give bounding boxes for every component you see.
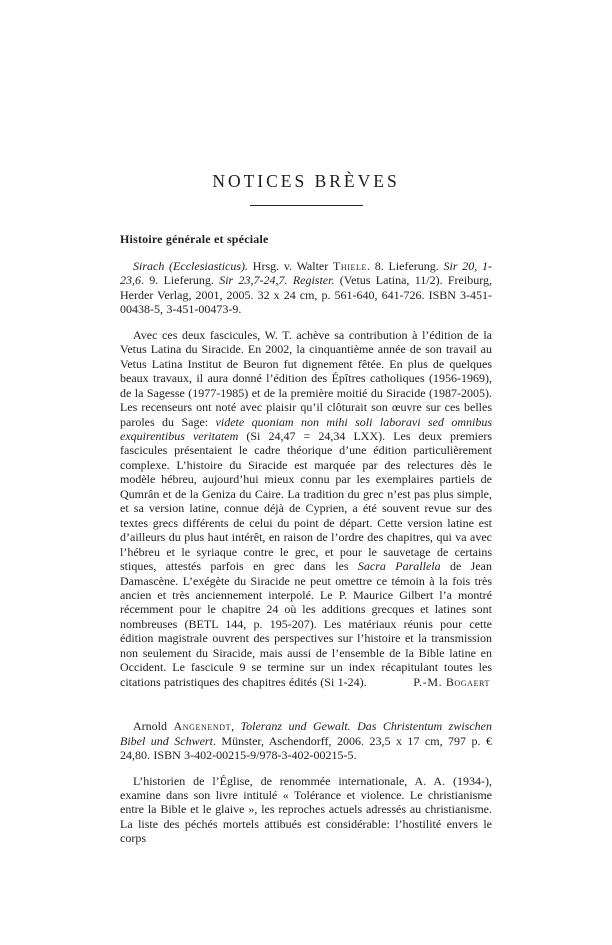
bibliographic-entry [120, 259, 492, 317]
author-name-smallcaps: Angenendt [173, 719, 232, 734]
notice-angenendt [120, 719, 492, 846]
biblio-text: , [231, 719, 241, 734]
book-title-italic: Toleranz und Gewalt. Das Christentum zwischen Bibel und Schwert [120, 719, 492, 748]
biblio-text: Hrsg. v. Walter [248, 259, 333, 273]
biblio-text: . 9. Lieferung. [141, 273, 220, 288]
notice-sirach [120, 259, 492, 689]
biblio-text: . 8. Lieferung. [367, 259, 444, 273]
review-text [120, 774, 492, 846]
review-segment: de Jean Damascène. L’exégète du Siracide ne peut omettre ce témoin à la fois très ancien et très anciennement interpolé. Le P. Maurice Gilbert l’a montré récemment pour le chapitre 24 où les additions grecques et latines sont nombreuses (BETL 144, p. 195-207). Les matériaux réunis pour cette édition magistrale ouvrent des perspectives sur l’histoire et la transmission non seulement du Siracide, mais aussi de l’ensemble de la Bible latine en Occident. Le fascicule 9 se termine sur un index récapitulant toutes les citations patristiques des chapitres édités (Si 1-24). [120, 559, 493, 689]
review-segment: Avec ces deux fascicules, W. T. achève sa contribution à l’édition de la Vetus Latina du Siracide. En 2002, la cinquantième année de son travail au Vetus Latina Institut de Beuron fut dignement fêtée. En plus de quelques beaux travaux, il aura donné l’édition des Épîtres catholiques (1956-1969), de la Sagesse (1977-1985) et de la première moitié du Siracide (1987-2005). Les recenseurs ont noté avec plaisir qu’il clôturait son œuvre sur ces belles paroles du Sage: [120, 327, 492, 429]
review-text [120, 328, 492, 689]
review-segment: (Si 24,47 = 24,34 LXX). Les deux premiers fascicules présentaient le cadre théorique d’une édition particulièrement complexe. L’histoire du Siracide est marquée par des relectures dès le modèle hébreu, aujourd’hui mieux connu par les exemplaires partiels de Qumrân et de la Geniza du Caire. La tradition du grec n’est pas plus simple, et sa version latine, connue déjà de Cyprien, a été souvent revue sur des textes grecs différents de celui du point de départ. Cette version latine est d’ailleurs du plus haut intérêt, en raison de l’ordre des chapitres, qui va avec l’hébreu et le syriaque contre le grec, et pour le sauvetage de certains stiques, attestés parfois en grec dans les [120, 428, 493, 574]
section-heading: Histoire générale et spéciale [120, 232, 269, 246]
scripture-ref-italic: Sir 20, 1-23,6 [120, 259, 492, 288]
book-title-italic: Sirach (Ecclesiasticus). [133, 259, 249, 273]
scripture-ref-italic: Sir 23,7-24,7. Register. [219, 273, 335, 288]
page-title: NOTICES BRÈVES [212, 171, 400, 191]
biblio-text: Arnold [133, 719, 174, 734]
work-title-italic: Sacra Parallela [357, 559, 441, 574]
editor-name-smallcaps: Thiele [332, 259, 368, 273]
biblio-text: (Vetus Latina, 11/2). Freiburg, Herder Verlag, 2001, 2005. 32 x 24 cm, p. 561-640, 641-726. ISBN 3-451-00438-5, 3-451-00473-9. [120, 273, 492, 317]
masthead [120, 0, 492, 206]
review-segment: L’historien de l’Église, de renommée internationale, A. A. (1934-), examine dans son livre intitulé « Tolérance et violence. Le christianisme entre la Bible et le glaive », les reproches actuels adressés au christianisme. La liste des péchés mortels attibués est considérable: l’hostilité envers le corps [120, 773, 492, 846]
title-rule [250, 205, 363, 206]
reviewer-name-smallcaps: P.-M. Bogaert [413, 674, 490, 689]
bibliographic-entry [120, 719, 492, 762]
latin-quote-italic: videte quoniam non mihi soli laboravi sed omnibus exquirentibus veritatem [120, 414, 493, 443]
biblio-text: . Münster, Aschendorff, 2006. 23,5 x 17 cm, 797 p. € 24,80. ISBN 3-402-00215-9/978-3-402-00215-5. [120, 733, 492, 763]
